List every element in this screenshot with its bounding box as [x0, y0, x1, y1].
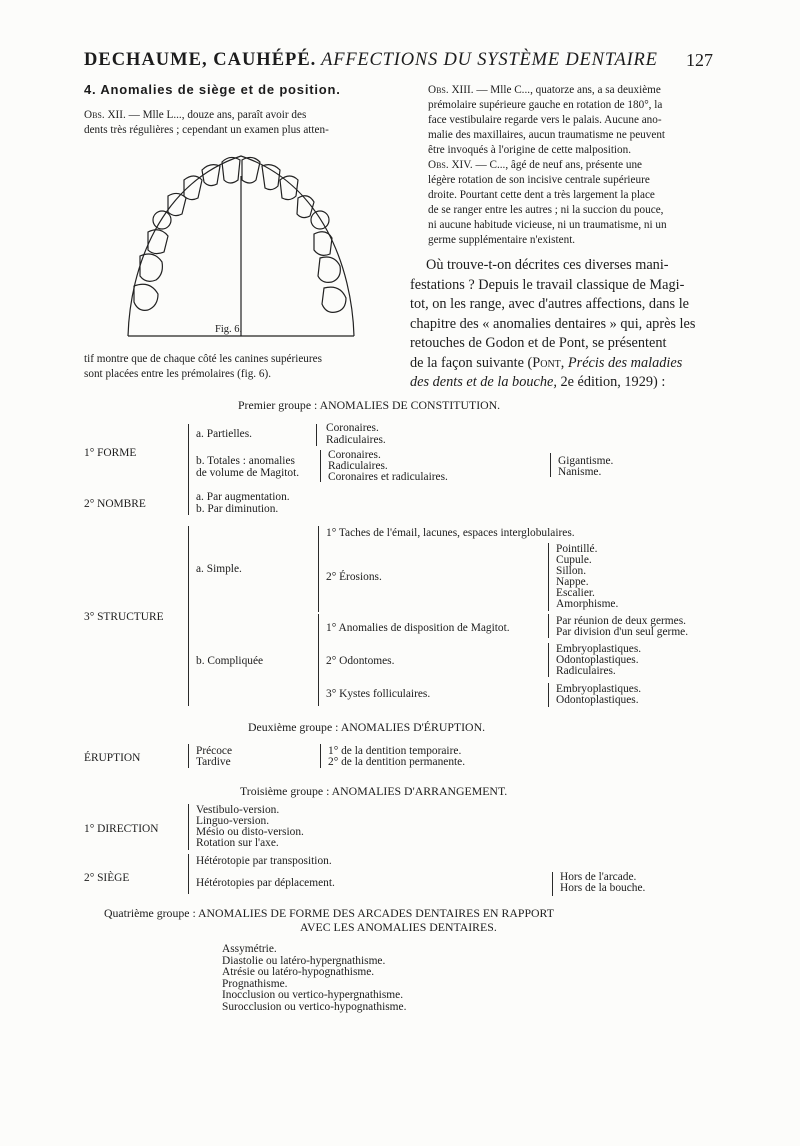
item: Précoce: [196, 745, 233, 757]
text-line: malie des maxillaires, aucun traumatisme ne peuvent: [428, 129, 666, 141]
item: Amorphisme.: [556, 598, 619, 610]
item: Odontoplastiques.: [556, 654, 639, 666]
brace: [320, 450, 321, 482]
text-line: droite. Pourtant cette dent a très largement la place: [428, 189, 655, 201]
item: Radiculaires.: [328, 460, 388, 472]
tooth: [148, 230, 168, 254]
group-4-title: Quatrième groupe : ANOMALIES DE FORME DES ARCADES DENTAIRES EN RAPPORT: [104, 906, 554, 920]
tooth: [140, 254, 162, 281]
header-authors: DECHAUME, CAUHÉPÉ.: [84, 50, 317, 70]
text-line: tot, on les range, avec d'autres affections, dans le: [410, 296, 690, 312]
item: Linguo-version.: [196, 815, 270, 827]
item: Escalier.: [556, 587, 595, 599]
item: Radiculaires.: [556, 665, 616, 677]
tooth: [134, 284, 158, 310]
text-line: sont placées entre les prémolaires (fig. 6).: [84, 368, 272, 380]
item: Pointillé.: [556, 543, 598, 555]
text-line: de se ranger entre les autres ; ni la succion du pouce,: [428, 204, 664, 216]
item: Par réunion de deux germes.: [556, 615, 687, 627]
item: Hétérotopie par transposition.: [196, 855, 332, 867]
item: Hors de la bouche.: [560, 882, 646, 894]
page-number: 127: [686, 50, 713, 70]
obs-xii-label: Obs. XII.: [84, 109, 126, 121]
tooth: [311, 211, 329, 229]
item: Nappe.: [556, 576, 589, 588]
tooth: [222, 157, 240, 183]
tooth: [242, 157, 260, 183]
text-line: de la façon suivante (Pont, Précis des maladies: [410, 354, 683, 371]
label-totales: de volume de Magitot.: [196, 467, 300, 479]
brace: [320, 744, 321, 768]
text-line: germe supplémentaire n'existent.: [428, 234, 576, 246]
brace: [316, 424, 317, 446]
label-eruption: ÉRUPTION: [84, 752, 141, 764]
label-siege: 2° SIÈGE: [84, 872, 130, 884]
group-2-title: Deuxième groupe : ANOMALIES D'ÉRUPTION.: [248, 720, 486, 734]
brace: [552, 872, 553, 896]
item: Rotation sur l'axe.: [196, 837, 279, 849]
obs-xii: [84, 108, 329, 138]
item: Par division d'un seul germe.: [556, 626, 689, 638]
text-line: ni aucune habitude vicieuse, ni un traumatisme, ni un: [428, 219, 667, 231]
obs-xii-line: dents très régulières ; cependant un examen plus atten-: [84, 124, 329, 136]
item: Embryoplastiques.: [556, 643, 642, 655]
item: Hétérotopies par déplacement.: [196, 877, 335, 889]
brace: [188, 526, 189, 706]
item: Odontoplastiques.: [556, 694, 639, 706]
obs-xiii-label: Obs. XIII.: [428, 84, 474, 96]
text-line: festations ? Depuis le travail classique de Magi-: [410, 276, 685, 293]
item: Coronaires.: [326, 422, 379, 434]
list-item: Atrésie ou latéro-hypognathisme.: [222, 966, 375, 979]
item: 2° Odontomes.: [326, 655, 395, 667]
label-direction: 1° DIRECTION: [84, 823, 159, 835]
label-simple: a. Simple.: [196, 563, 242, 575]
item: Sillon.: [556, 565, 587, 577]
label-nombre: 2° NOMBRE: [84, 498, 146, 510]
list-item: Surocclusion ou vertico-hypognathisme.: [222, 1000, 407, 1013]
tooth: [322, 287, 346, 312]
brace: [188, 744, 189, 768]
text-line: être invoqués à l'origine de cette malposition.: [428, 144, 632, 156]
item: 1° de la dentition temporaire.: [328, 745, 462, 757]
obs-xii-continued: [84, 352, 322, 382]
item: a. Par augmentation.: [196, 491, 290, 503]
text-line: tif montre que de chaque côté les canines supérieures: [84, 353, 322, 365]
brace: [188, 854, 189, 894]
text-line: Où trouve-t-on décrites ces diverses mani-: [426, 257, 669, 273]
item: Cupule.: [556, 554, 592, 566]
brace: [548, 643, 549, 677]
item: 1° Anomalies de disposition de Magitot.: [326, 622, 510, 634]
list-item: Diastolie ou latéro-hypergnathisme.: [222, 954, 386, 967]
brace: [550, 453, 551, 477]
text-line: — C..., âgé de neuf ans, présente une: [475, 159, 643, 171]
item: Radiculaires.: [326, 434, 386, 446]
header-title: AFFECTIONS DU SYSTÈME DENTAIRE: [321, 50, 658, 70]
brace: [548, 683, 549, 707]
list-item: Assymétrie.: [222, 943, 277, 955]
item: 3° Kystes folliculaires.: [326, 688, 431, 700]
label-structure: 3° STRUCTURE: [84, 611, 164, 623]
tooth: [153, 211, 171, 229]
label-partielles: a. Partielles.: [196, 428, 252, 440]
obs-xiv: [428, 158, 667, 248]
brace: [548, 543, 549, 611]
brace: [318, 614, 319, 706]
text-line: légère rotation de son incisive centrale supérieure: [428, 174, 650, 186]
dental-arch-figure: [110, 148, 372, 346]
item: Nanisme.: [558, 466, 602, 478]
text-line: prémolaire supérieure gauche en rotation de 180°, la: [428, 99, 663, 111]
group-4-title: AVEC LES ANOMALIES DENTAIRES.: [300, 920, 497, 934]
item: Embryoplastiques.: [556, 683, 642, 695]
brace: [188, 804, 189, 850]
tooth: [202, 165, 220, 186]
item: 1° Taches de l'émail, lacunes, espaces interglobulaires.: [326, 527, 575, 539]
item: Gigantisme.: [558, 455, 614, 467]
brace: [188, 491, 189, 515]
text-line: chapitre des « anomalies dentaires » qui, après les: [410, 315, 696, 332]
tooth: [314, 232, 332, 256]
item: 2° de la dentition permanente.: [328, 756, 466, 768]
item: Tardive: [196, 756, 231, 768]
item: Coronaires et radiculaires.: [328, 471, 448, 483]
section-title: 4. Anomalies de siège et de position.: [84, 82, 341, 97]
brace: [548, 614, 549, 638]
obs-xiv-label: Obs. XIV.: [428, 159, 473, 171]
label-forme: 1° FORME: [84, 447, 137, 459]
item: b. Par diminution.: [196, 503, 279, 515]
list-item: Prognathisme.: [222, 977, 288, 990]
item: Mésio ou disto-version.: [196, 826, 304, 838]
running-header: [84, 50, 658, 71]
text-line: retouches de Godon et de Pont, se présentent: [410, 335, 667, 351]
label-compliquee: b. Compliquée: [196, 655, 264, 667]
tooth: [262, 165, 280, 190]
group-4-list: [222, 944, 406, 1014]
group-3-title: Troisième groupe : ANOMALIES D'ARRANGEMENT.: [240, 784, 508, 798]
obs-xii-line: — Mlle L..., douze ans, paraît avoir des: [128, 109, 307, 121]
text-line: face vestibulaire regarde vers le palais. Aucune ano-: [428, 114, 662, 126]
obs-xiii: [428, 83, 665, 158]
tooth: [168, 193, 186, 215]
brace: [318, 526, 319, 612]
item: Coronaires.: [328, 449, 381, 461]
item: Vestibulo-version.: [196, 804, 280, 816]
main-paragraph: [410, 256, 695, 393]
figure-caption: Fig. 6.: [215, 324, 243, 335]
label-totales: b. Totales : anomalies: [196, 455, 295, 467]
item: 2° Érosions.: [326, 571, 382, 583]
tooth: [318, 257, 340, 282]
list-item: Inocclusion ou vertico-hypergnathisme.: [222, 989, 404, 1002]
text-line: des dents et de la bouche, 2e édition, 1929) :: [410, 374, 666, 390]
text-line: — Mlle C..., quatorze ans, a sa deuxième: [476, 84, 661, 96]
group-1-title: Premier groupe : ANOMALIES DE CONSTITUTION.: [238, 398, 501, 412]
item: Hors de l'arcade.: [560, 871, 637, 883]
